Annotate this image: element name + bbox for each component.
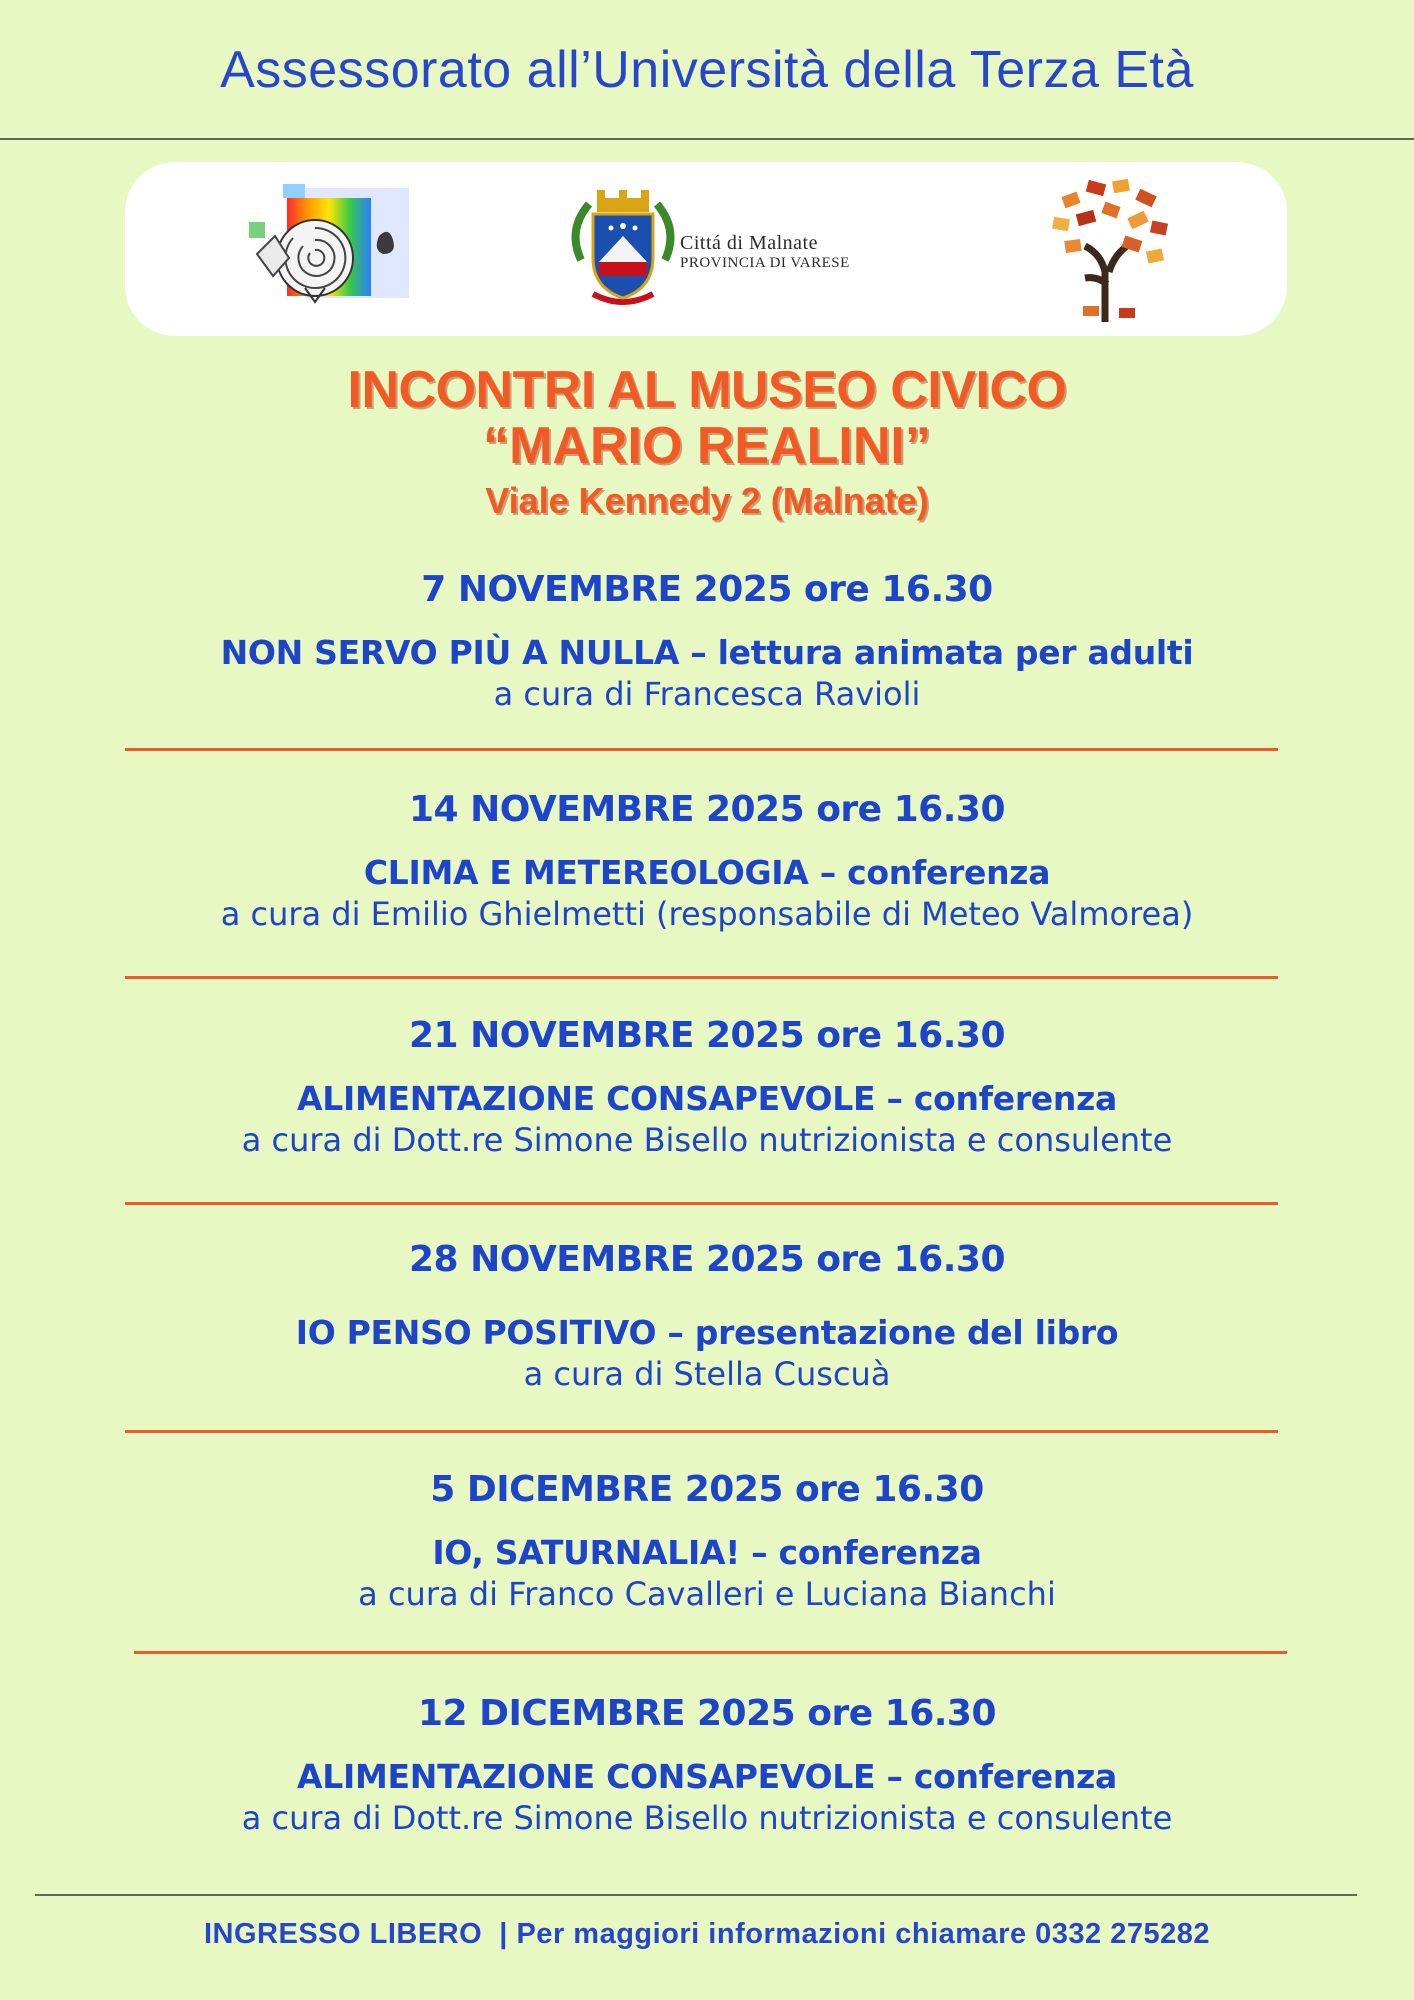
- event-presenter: a cura di Stella Cuscuà: [523, 1355, 891, 1393]
- title-address: Viale Kennedy 2 (Malnate): [485, 480, 929, 521]
- event-presenter: a cura di Franco Cavalleri e Luciana Bianchi: [358, 1575, 1056, 1613]
- event-divider: [125, 976, 1278, 979]
- page-header-title: Assessorato all’Università della Terza Età: [220, 41, 1194, 99]
- university-logo-icon: [245, 176, 409, 306]
- footer-info: INGRESSO LIBERO | Per maggiori informazioni chiamare 0332 275282: [203, 1918, 1210, 1950]
- event-date: 7 NOVEMBRE 2025 ore 16.30: [421, 569, 993, 610]
- event-divider: [125, 1430, 1278, 1433]
- logo-panel: [125, 162, 1287, 336]
- footer-divider: [35, 1894, 1357, 1896]
- title-line2: “MARIO REALINI”: [483, 417, 931, 475]
- event-date: 5 DICEMBRE 2025 ore 16.30: [430, 1469, 984, 1510]
- event-item: [0, 1692, 1414, 1838]
- event-presenter: a cura di Francesca Ravioli: [493, 675, 921, 713]
- event-date: 21 NOVEMBRE 2025 ore 16.30: [409, 1015, 1005, 1056]
- event-divider: [125, 748, 1278, 751]
- event-title: NON SERVO PIÙ A NULLA – lettura animata per adulti: [220, 633, 1194, 672]
- book-tree-icon: [1043, 174, 1175, 322]
- event-title: ALIMENTAZIONE CONSAPEVOLE – conferenza: [297, 1079, 1117, 1118]
- event-date: 14 NOVEMBRE 2025 ore 16.30: [409, 789, 1005, 830]
- city-coat-of-arms-icon: [563, 190, 683, 314]
- city-name-line1: Cittá di Malnate: [680, 232, 818, 254]
- event-title: IO PENSO POSITIVO – presentazione del libro: [295, 1313, 1119, 1352]
- city-name-line2: PROVINCIA DI VARESE: [680, 255, 850, 271]
- event-title: ALIMENTAZIONE CONSAPEVOLE – conferenza: [297, 1757, 1117, 1796]
- header-divider: [0, 138, 1414, 140]
- city-name-text: [680, 232, 850, 272]
- event-item: [0, 1468, 1414, 1614]
- event-date: 28 NOVEMBRE 2025 ore 16.30: [409, 1239, 1005, 1280]
- event-item: [0, 1238, 1414, 1394]
- event-divider: [125, 1202, 1278, 1205]
- title-line1: INCONTRI AL MUSEO CIVICO: [347, 361, 1067, 419]
- event-item: [0, 1014, 1414, 1160]
- event-title: IO, SATURNALIA! – conferenza: [432, 1533, 982, 1572]
- event-presenter: a cura di Emilio Ghielmetti (responsabile di Meteo Valmorea): [220, 895, 1194, 933]
- event-divider: [134, 1651, 1287, 1654]
- event-date: 12 DICEMBRE 2025 ore 16.30: [417, 1693, 997, 1734]
- event-presenter: a cura di Dott.re Simone Bisello nutrizionista e consulente: [241, 1799, 1173, 1837]
- event-item: [0, 788, 1414, 934]
- event-presenter: a cura di Dott.re Simone Bisello nutrizionista e consulente: [241, 1121, 1173, 1159]
- event-series-title: [0, 362, 1414, 524]
- event-title: CLIMA E METEREOLOGIA – conferenza: [363, 853, 1051, 892]
- event-item: [0, 568, 1414, 714]
